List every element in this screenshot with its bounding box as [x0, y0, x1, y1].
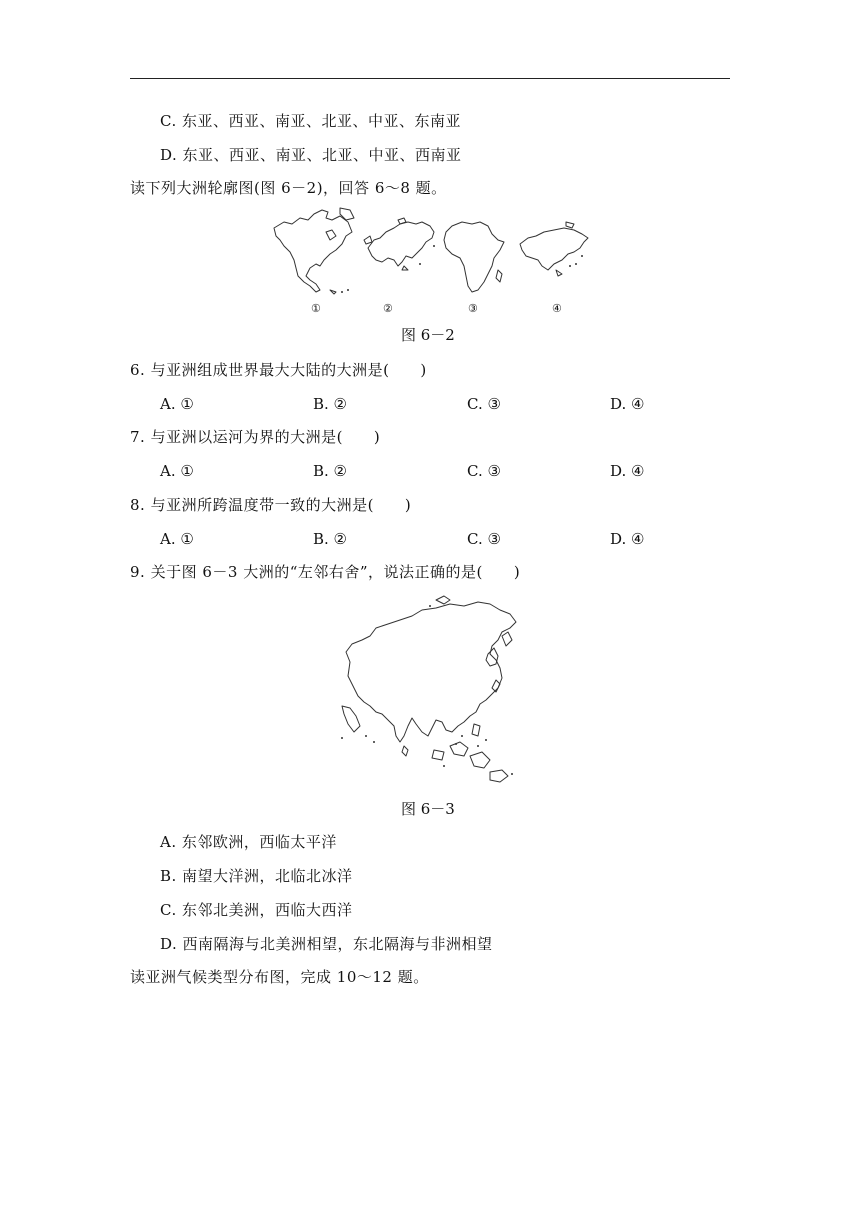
q5-option-d: D. 东亚、西亚、南亚、北亚、中亚、西南亚	[160, 146, 462, 164]
q9-option-d: D. 西南隔海与北美洲相望，东北隔海与非洲相望	[160, 935, 493, 953]
q9-option-a: A. 东邻欧洲，西临太平洋	[160, 833, 337, 851]
q6-option-b: B. ②	[313, 395, 348, 413]
figure-6-2-caption: 图 6－2	[401, 326, 455, 344]
q8-option-d: D. ④	[610, 530, 645, 548]
figure-label-2: ②	[383, 302, 393, 315]
europe-outline	[360, 218, 440, 274]
intro-questions-10-12: 读亚洲气候类型分布图，完成 10～12 题。	[130, 968, 429, 986]
q8-option-a: A. ①	[160, 530, 194, 548]
q9-stem: 9. 关于图 6－3 大洲的“左邻右舍”，说法正确的是( )	[130, 563, 521, 581]
q7-option-c: C. ③	[467, 462, 501, 480]
q7-option-d: D. ④	[610, 462, 645, 480]
africa-outline	[440, 218, 510, 296]
asia-outline-small	[514, 220, 594, 278]
q7-stem: 7. 与亚洲以运河为界的大洲是( )	[130, 428, 381, 446]
q6-option-d: D. ④	[610, 395, 645, 413]
figure-label-3: ③	[468, 302, 478, 315]
q8-option-c: C. ③	[467, 530, 501, 548]
figure-label-4: ④	[552, 302, 562, 315]
q6-option-a: A. ①	[160, 395, 194, 413]
q6-stem: 6. 与亚洲组成世界最大大陆的大洲是( )	[130, 361, 427, 379]
header-rule	[130, 78, 730, 79]
north-america-outline	[270, 206, 360, 298]
q7-option-a: A. ①	[160, 462, 194, 480]
figure-6-3-caption: 图 6－3	[401, 800, 455, 818]
q8-stem: 8. 与亚洲所跨温度带一致的大洲是( )	[130, 496, 412, 514]
q8-option-b: B. ②	[313, 530, 348, 548]
q7-option-b: B. ②	[313, 462, 348, 480]
q9-option-c: C. 东邻北美洲，西临大西洋	[160, 901, 353, 919]
q5-option-c: C. 东亚、西亚、南亚、北亚、中亚、东南亚	[160, 112, 461, 130]
q9-option-b: B. 南望大洋洲，北临北冰洋	[160, 867, 353, 885]
q6-option-c: C. ③	[467, 395, 501, 413]
intro-questions-6-8: 读下列大洲轮廓图(图 6－2)，回答 6～8 题。	[130, 179, 447, 197]
figure-label-1: ①	[311, 302, 321, 315]
figure-6-3-asia-map	[340, 596, 522, 786]
